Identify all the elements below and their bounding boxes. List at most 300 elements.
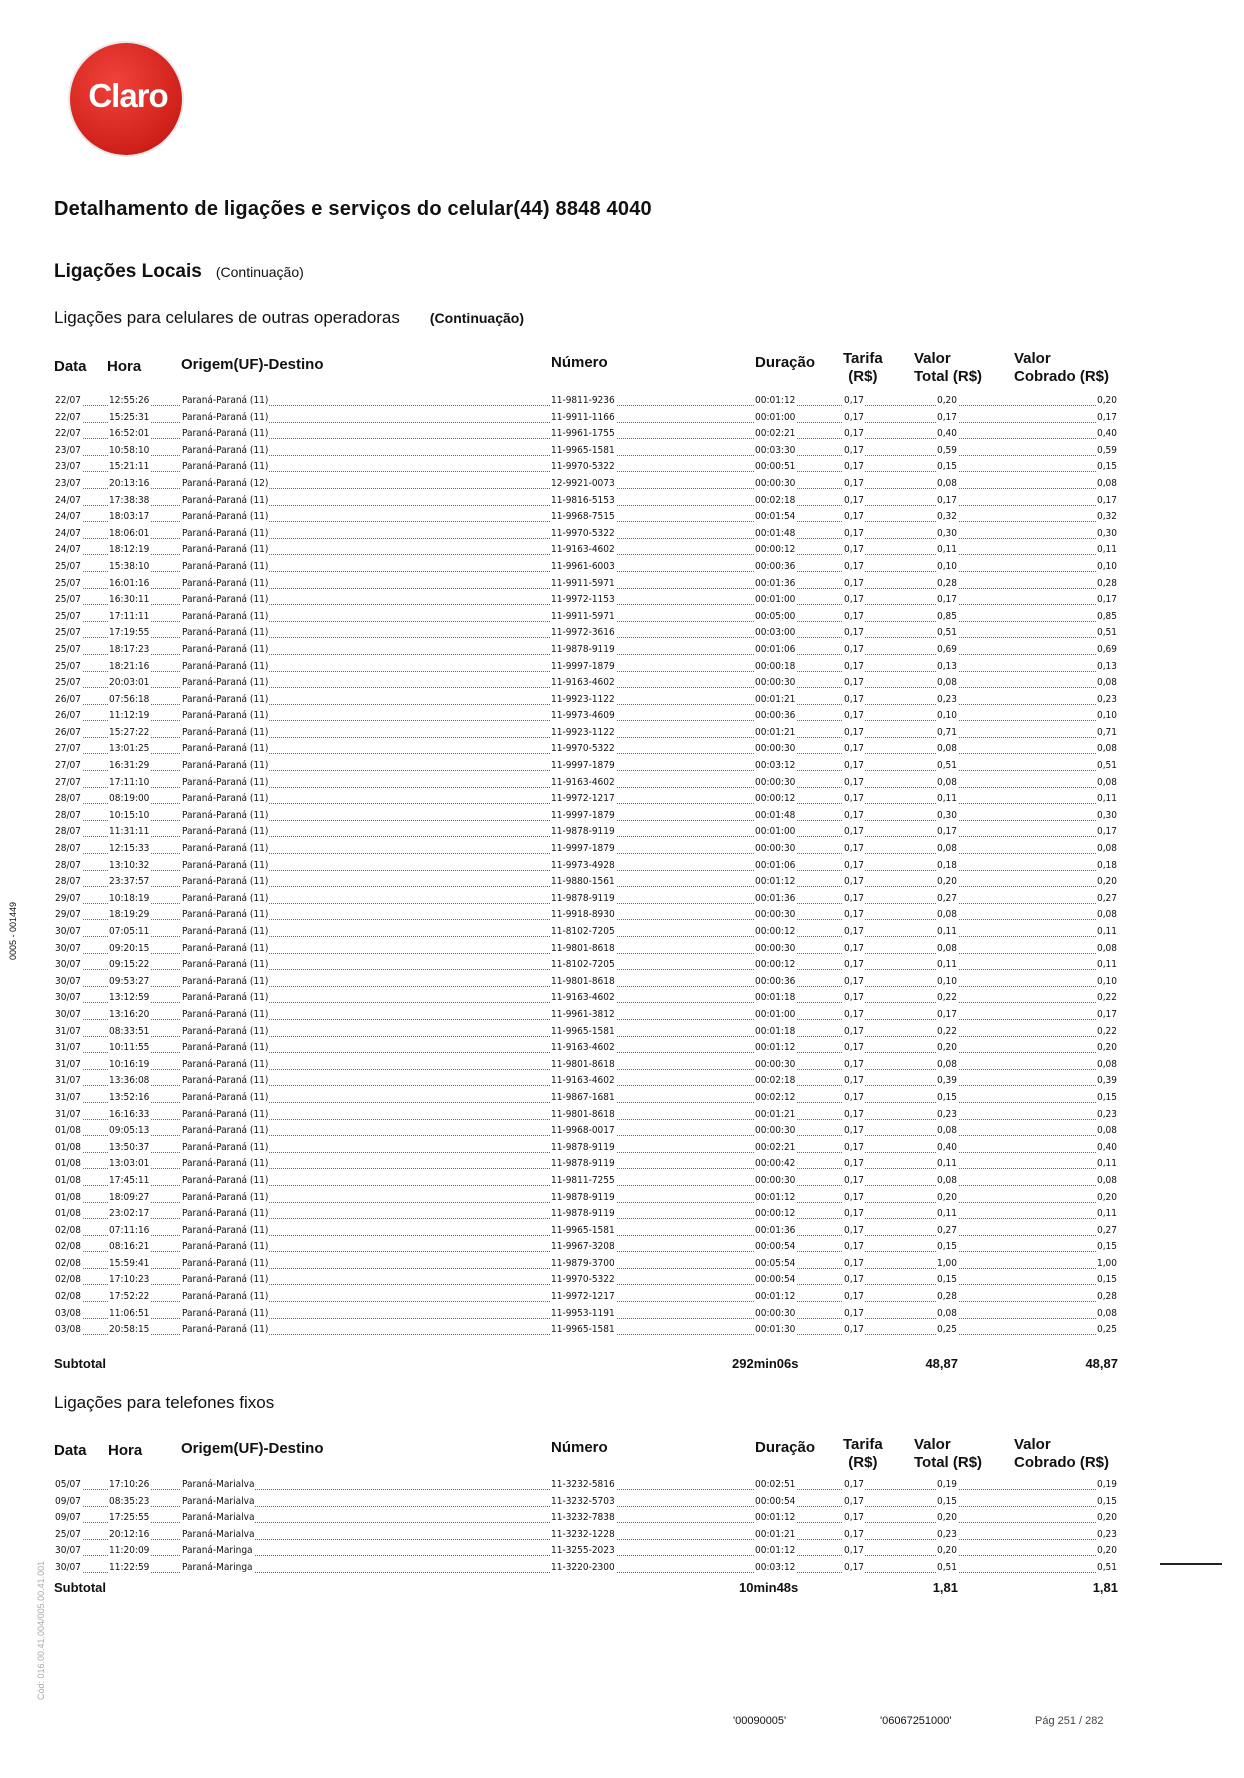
cell-hora: 07:56:18 [108,692,150,709]
cell-valor-total: 0,11 [936,957,958,974]
cell-valor-total: 0,11 [936,924,958,941]
cell-data: 25/07 [54,1527,82,1544]
cell-data: 09/07 [54,1494,82,1511]
cell-duracao: 00:01:21 [754,725,796,742]
cell-valor-cobrado: 0,08 [1096,1306,1118,1323]
cell-valor-total: 0,39 [936,1073,958,1090]
cell-hora: 15:27:22 [108,725,150,742]
cell-hora: 17:11:10 [108,775,150,792]
cell-valor-total: 0,08 [936,841,958,858]
cell-numero: 11-9997-1879 [550,808,616,825]
cell-valor-cobrado: 0,17 [1096,1007,1118,1024]
cell-hora: 11:06:51 [108,1306,150,1323]
subtotal-total: 48,87 [925,1356,958,1371]
cell-duracao: 00:01:18 [754,990,796,1007]
cell-valor-cobrado: 0,20 [1096,393,1118,410]
col-header-valor-total: Valor Total (R$) [914,350,983,385]
subsection-note-1: (Continuação) [429,310,524,326]
cell-valor-total: 0,08 [936,1057,958,1074]
cell-valor-cobrado: 0,51 [1096,758,1118,775]
cell-valor-total: 0,20 [936,1190,958,1207]
cell-tarifa: 0,17 [843,592,865,609]
cell-valor-total: 0,15 [936,1494,958,1511]
table-row [54,1057,1118,1074]
cell-duracao: 00:01:30 [754,1322,796,1339]
cell-data: 03/08 [54,1306,82,1323]
cell-numero: 11-9163-4602 [550,1040,616,1057]
cell-origem: Paraná-Paraná (11) [181,924,269,941]
cell-valor-total: 0,17 [936,592,958,609]
cell-hora: 13:36:08 [108,1073,150,1090]
cell-origem: Paraná-Paraná (11) [181,1007,269,1024]
cell-tarifa: 0,17 [843,1543,865,1560]
cell-valor-total: 0,20 [936,393,958,410]
cell-duracao: 00:00:12 [754,957,796,974]
cell-valor-cobrado: 0,27 [1096,1223,1118,1240]
cell-duracao: 00:01:06 [754,858,796,875]
table-row [54,858,1118,875]
cell-valor-total: 0,27 [936,1223,958,1240]
cell-tarifa: 0,17 [843,1206,865,1223]
cell-tarifa: 0,17 [843,1040,865,1057]
cell-valor-total: 0,19 [936,1477,958,1494]
cell-duracao: 00:03:12 [754,758,796,775]
cell-hora: 10:18:19 [108,891,150,908]
cell-valor-total: 0,23 [936,1107,958,1124]
cell-numero: 11-9878-9119 [550,891,616,908]
cell-tarifa: 0,17 [843,1223,865,1240]
cell-hora: 11:20:09 [108,1543,150,1560]
table-row [54,1322,1118,1339]
cell-data: 31/07 [54,1057,82,1074]
table-row [54,576,1118,593]
cell-origem: Paraná-Paraná (11) [181,1123,269,1140]
cell-valor-cobrado: 0,08 [1096,1173,1118,1190]
cell-tarifa: 0,17 [843,990,865,1007]
cell-valor-total: 0,11 [936,542,958,559]
cell-hora: 20:58:15 [108,1322,150,1339]
footer-code-2: '06067251000' [880,1715,952,1727]
cell-tarifa: 0,17 [843,692,865,709]
subtotal-label-2: Subtotal [54,1580,106,1595]
cell-numero: 11-9878-9119 [550,1190,616,1207]
table-row [54,1289,1118,1306]
cell-valor-total: 0,20 [936,1040,958,1057]
cell-valor-cobrado: 0,85 [1096,609,1118,626]
cell-valor-total: 0,69 [936,642,958,659]
cell-valor-total: 0,85 [936,609,958,626]
cell-valor-cobrado: 0,25 [1096,1322,1118,1339]
cell-origem: Paraná-Paraná (12) [181,476,269,493]
cell-origem: Paraná-Paraná (11) [181,443,269,460]
table-row [54,493,1118,510]
cell-numero: 11-9163-4602 [550,675,616,692]
cell-duracao: 00:00:30 [754,675,796,692]
cell-data: 22/07 [54,393,82,410]
cell-origem: Paraná-Paraná (11) [181,1272,269,1289]
cell-tarifa: 0,17 [843,526,865,543]
table-row [54,1272,1118,1289]
table-row [54,708,1118,725]
cell-hora: 16:52:01 [108,426,150,443]
cell-origem: Paraná-Paraná (11) [181,1190,269,1207]
cell-origem: Paraná-Maringa [181,1543,254,1560]
cell-duracao: 00:00:18 [754,659,796,676]
cell-valor-cobrado: 0,08 [1096,907,1118,924]
subtotal-duracao: 292min06s [732,1356,799,1371]
cell-valor-cobrado: 0,51 [1096,625,1118,642]
subtotal-total-2: 1,81 [932,1580,958,1595]
cell-numero: 11-9911-5971 [550,576,616,593]
table-row [54,758,1118,775]
cell-numero: 11-9961-6003 [550,559,616,576]
cell-data: 02/08 [54,1289,82,1306]
col-header-valor-cobrado-2: Valor Cobrado (R$) [1014,1436,1109,1471]
cell-valor-total: 0,20 [936,1510,958,1527]
cell-origem: Paraná-Maringa [181,1560,254,1577]
cell-numero: 11-9968-7515 [550,509,616,526]
cell-tarifa: 0,17 [843,824,865,841]
cell-tarifa: 0,17 [843,509,865,526]
cell-numero: 11-9972-1153 [550,592,616,609]
cell-hora: 20:13:16 [108,476,150,493]
table-row [54,824,1118,841]
cell-data: 25/07 [54,609,82,626]
cell-valor-total: 0,13 [936,659,958,676]
cell-hora: 13:50:37 [108,1140,150,1157]
cell-tarifa: 0,17 [843,625,865,642]
section-note: (Continuação) [215,264,304,280]
cell-hora: 08:33:51 [108,1024,150,1041]
cell-valor-total: 1,00 [936,1256,958,1273]
cell-duracao: 00:01:48 [754,808,796,825]
cell-data: 31/07 [54,1024,82,1041]
table-row [54,1223,1118,1240]
cell-tarifa: 0,17 [843,609,865,626]
cell-valor-cobrado: 0,08 [1096,741,1118,758]
cell-data: 25/07 [54,559,82,576]
cell-valor-cobrado: 0,15 [1096,1090,1118,1107]
cell-hora: 17:52:22 [108,1289,150,1306]
cell-hora: 16:30:11 [108,592,150,609]
cell-tarifa: 0,17 [843,775,865,792]
cell-valor-cobrado: 0,20 [1096,1510,1118,1527]
col-header-hora: Hora [107,358,142,375]
cell-hora: 16:16:33 [108,1107,150,1124]
table-row [54,1560,1118,1577]
cell-valor-cobrado: 0,17 [1096,592,1118,609]
cell-tarifa: 0,17 [843,476,865,493]
cell-hora: 11:31:11 [108,824,150,841]
table-row [54,426,1118,443]
table-row [54,1494,1118,1511]
cell-origem: Paraná-Paraná (11) [181,775,269,792]
cell-origem: Paraná-Paraná (11) [181,576,269,593]
cell-duracao: 00:01:06 [754,642,796,659]
cell-duracao: 00:01:12 [754,1289,796,1306]
cell-numero: 11-3220-2300 [550,1560,616,1577]
table-row [54,1156,1118,1173]
cell-valor-cobrado: 0,11 [1096,924,1118,941]
cell-origem: Paraná-Paraná (11) [181,858,269,875]
cell-tarifa: 0,17 [843,542,865,559]
table-row [54,1543,1118,1560]
cell-data: 27/07 [54,775,82,792]
col-header-tarifa: Tarifa (R$) [843,350,883,385]
cell-valor-total: 0,20 [936,874,958,891]
cell-hora: 07:11:16 [108,1223,150,1240]
cell-duracao: 00:01:12 [754,1510,796,1527]
table-row [54,1090,1118,1107]
cell-numero: 11-9997-1879 [550,659,616,676]
cell-numero: 11-9811-9236 [550,393,616,410]
cell-valor-total: 0,08 [936,1123,958,1140]
cell-valor-total: 0,22 [936,1024,958,1041]
cell-valor-total: 0,11 [936,1206,958,1223]
cell-valor-total: 0,08 [936,941,958,958]
cell-duracao: 00:00:12 [754,924,796,941]
table-row [54,509,1118,526]
cell-duracao: 00:00:36 [754,974,796,991]
cell-tarifa: 0,17 [843,1024,865,1041]
cell-tarifa: 0,17 [843,1140,865,1157]
cell-data: 30/07 [54,1560,82,1577]
cell-duracao: 00:01:21 [754,1527,796,1544]
cell-hora: 08:35:23 [108,1494,150,1511]
cell-tarifa: 0,17 [843,1123,865,1140]
cell-origem: Paraná-Paraná (11) [181,1057,269,1074]
cell-data: 26/07 [54,708,82,725]
cell-duracao: 00:00:30 [754,941,796,958]
cell-valor-total: 0,08 [936,775,958,792]
cell-hora: 18:03:17 [108,509,150,526]
cell-origem: Paraná-Paraná (11) [181,675,269,692]
cell-tarifa: 0,17 [843,1057,865,1074]
cell-duracao: 00:01:36 [754,891,796,908]
cell-valor-cobrado: 0,23 [1096,692,1118,709]
cell-duracao: 00:00:30 [754,1173,796,1190]
cell-data: 02/08 [54,1239,82,1256]
cell-origem: Paraná-Marialva [181,1527,255,1544]
cell-numero: 11-9965-1581 [550,1024,616,1041]
cell-numero: 11-9961-1755 [550,426,616,443]
cell-origem: Paraná-Paraná (11) [181,642,269,659]
cell-duracao: 00:00:30 [754,1306,796,1323]
cell-valor-cobrado: 0,32 [1096,509,1118,526]
cell-hora: 11:22:59 [108,1560,150,1577]
cell-hora: 09:15:22 [108,957,150,974]
cell-tarifa: 0,17 [843,1560,865,1577]
cell-origem: Paraná-Paraná (11) [181,1140,269,1157]
cell-hora: 17:10:23 [108,1272,150,1289]
cell-numero: 11-9878-9119 [550,1206,616,1223]
cell-tarifa: 0,17 [843,1107,865,1124]
cell-duracao: 00:00:36 [754,708,796,725]
cell-tarifa: 0,17 [843,493,865,510]
cell-valor-total: 0,51 [936,625,958,642]
cell-valor-total: 0,11 [936,1156,958,1173]
cell-data: 23/07 [54,476,82,493]
cell-hora: 13:01:25 [108,741,150,758]
cell-tarifa: 0,17 [843,957,865,974]
cell-data: 30/07 [54,990,82,1007]
cell-valor-total: 0,20 [936,1543,958,1560]
cell-data: 03/08 [54,1322,82,1339]
cell-valor-total: 0,08 [936,907,958,924]
table-row [54,841,1118,858]
cell-origem: Paraná-Paraná (11) [181,808,269,825]
cell-tarifa: 0,17 [843,1510,865,1527]
cell-tarifa: 0,17 [843,1477,865,1494]
cell-valor-total: 0,15 [936,459,958,476]
cell-numero: 11-3232-7838 [550,1510,616,1527]
cell-duracao: 00:00:30 [754,1057,796,1074]
cell-origem: Paraná-Paraná (11) [181,941,269,958]
cell-valor-total: 0,10 [936,974,958,991]
table-row [54,924,1118,941]
cell-valor-cobrado: 0,11 [1096,1206,1118,1223]
cell-valor-cobrado: 0,15 [1096,1272,1118,1289]
cell-data: 01/08 [54,1123,82,1140]
cell-numero: 11-8102-7205 [550,924,616,941]
cell-tarifa: 0,17 [843,426,865,443]
cell-duracao: 00:00:30 [754,1123,796,1140]
cell-origem: Paraná-Paraná (11) [181,1206,269,1223]
table-row [54,1527,1118,1544]
cell-data: 09/07 [54,1510,82,1527]
cell-hora: 23:02:17 [108,1206,150,1223]
cell-numero: 11-9163-4602 [550,542,616,559]
cell-origem: Paraná-Paraná (11) [181,708,269,725]
cell-hora: 13:52:16 [108,1090,150,1107]
cell-duracao: 00:00:12 [754,542,796,559]
cell-numero: 11-9163-4602 [550,775,616,792]
cell-duracao: 00:01:54 [754,509,796,526]
cell-valor-total: 0,30 [936,526,958,543]
cell-origem: Paraná-Paraná (11) [181,659,269,676]
table-row [54,1256,1118,1273]
cell-numero: 11-9972-3616 [550,625,616,642]
col-header-numero: Número [551,354,608,371]
cell-hora: 20:03:01 [108,675,150,692]
cell-hora: 23:37:57 [108,874,150,891]
calls-landline-table [54,1477,1118,1577]
cell-hora: 13:03:01 [108,1156,150,1173]
cell-data: 25/07 [54,625,82,642]
cell-valor-cobrado: 1,00 [1096,1256,1118,1273]
cell-valor-total: 0,25 [936,1322,958,1339]
cell-tarifa: 0,17 [843,1272,865,1289]
cell-numero: 11-9953-1191 [550,1306,616,1323]
cell-valor-total: 0,10 [936,559,958,576]
cell-valor-total: 0,17 [936,824,958,841]
cell-origem: Paraná-Paraná (11) [181,874,269,891]
cell-duracao: 00:02:51 [754,1477,796,1494]
cell-valor-cobrado: 0,23 [1096,1107,1118,1124]
cell-data: 24/07 [54,493,82,510]
cell-valor-cobrado: 0,10 [1096,708,1118,725]
cell-hora: 13:10:32 [108,858,150,875]
cell-hora: 17:45:11 [108,1173,150,1190]
cell-hora: 17:25:55 [108,1510,150,1527]
table-row [54,476,1118,493]
cell-tarifa: 0,17 [843,1007,865,1024]
table-row [54,725,1118,742]
table-row [54,1477,1118,1494]
cell-valor-cobrado: 0,17 [1096,493,1118,510]
cell-valor-total: 0,28 [936,1289,958,1306]
cell-numero: 11-9801-8618 [550,974,616,991]
cell-valor-cobrado: 0,71 [1096,725,1118,742]
cell-valor-cobrado: 0,22 [1096,990,1118,1007]
cell-numero: 11-9918-8930 [550,907,616,924]
cell-numero: 11-9968-0017 [550,1123,616,1140]
section-title-text: Ligações Locais [54,261,202,282]
cell-data: 02/08 [54,1256,82,1273]
table-row [54,957,1118,974]
cell-valor-total: 0,08 [936,476,958,493]
table-row [54,1107,1118,1124]
cell-data: 01/08 [54,1173,82,1190]
cell-numero: 11-9972-1217 [550,1289,616,1306]
cell-origem: Paraná-Paraná (11) [181,824,269,841]
cell-data: 26/07 [54,725,82,742]
cell-valor-cobrado: 0,15 [1096,459,1118,476]
cell-origem: Paraná-Paraná (11) [181,592,269,609]
cell-data: 24/07 [54,542,82,559]
cell-valor-cobrado: 0,13 [1096,659,1118,676]
cell-numero: 11-9801-8618 [550,1107,616,1124]
cell-data: 02/08 [54,1223,82,1240]
cell-valor-total: 0,11 [936,791,958,808]
table-row [54,1190,1118,1207]
cell-tarifa: 0,17 [843,924,865,941]
cell-origem: Paraná-Paraná (11) [181,907,269,924]
cell-hora: 11:12:19 [108,708,150,725]
cell-duracao: 00:01:00 [754,824,796,841]
cell-tarifa: 0,17 [843,642,865,659]
cell-duracao: 00:01:12 [754,874,796,891]
table-row [54,459,1118,476]
cell-duracao: 00:00:51 [754,459,796,476]
cell-tarifa: 0,17 [843,941,865,958]
table-row [54,907,1118,924]
table-row [54,1040,1118,1057]
cell-numero: 11-9965-1581 [550,443,616,460]
table-row [54,1173,1118,1190]
cell-origem: Paraná-Paraná (11) [181,957,269,974]
cell-valor-cobrado: 0,08 [1096,1057,1118,1074]
cell-numero: 11-9801-8618 [550,1057,616,1074]
cell-hora: 10:15:10 [108,808,150,825]
col-header-duracao: Duração [755,354,816,371]
cell-data: 28/07 [54,824,82,841]
cell-hora: 08:19:00 [108,791,150,808]
cell-numero: 11-9923-1122 [550,692,616,709]
cell-tarifa: 0,17 [843,1090,865,1107]
subsection-title-1-text: Ligações para celulares de outras operadoras [54,308,400,327]
cell-numero: 11-9811-7255 [550,1173,616,1190]
cell-origem: Paraná-Paraná (11) [181,1322,269,1339]
cell-duracao: 00:01:00 [754,1007,796,1024]
table-row [54,990,1118,1007]
cell-data: 22/07 [54,410,82,427]
subtotal-duracao-2: 10min48s [739,1580,799,1595]
cell-data: 28/07 [54,858,82,875]
cell-numero: 11-9970-5322 [550,1272,616,1289]
table-row [54,791,1118,808]
cell-numero: 11-9973-4609 [550,708,616,725]
